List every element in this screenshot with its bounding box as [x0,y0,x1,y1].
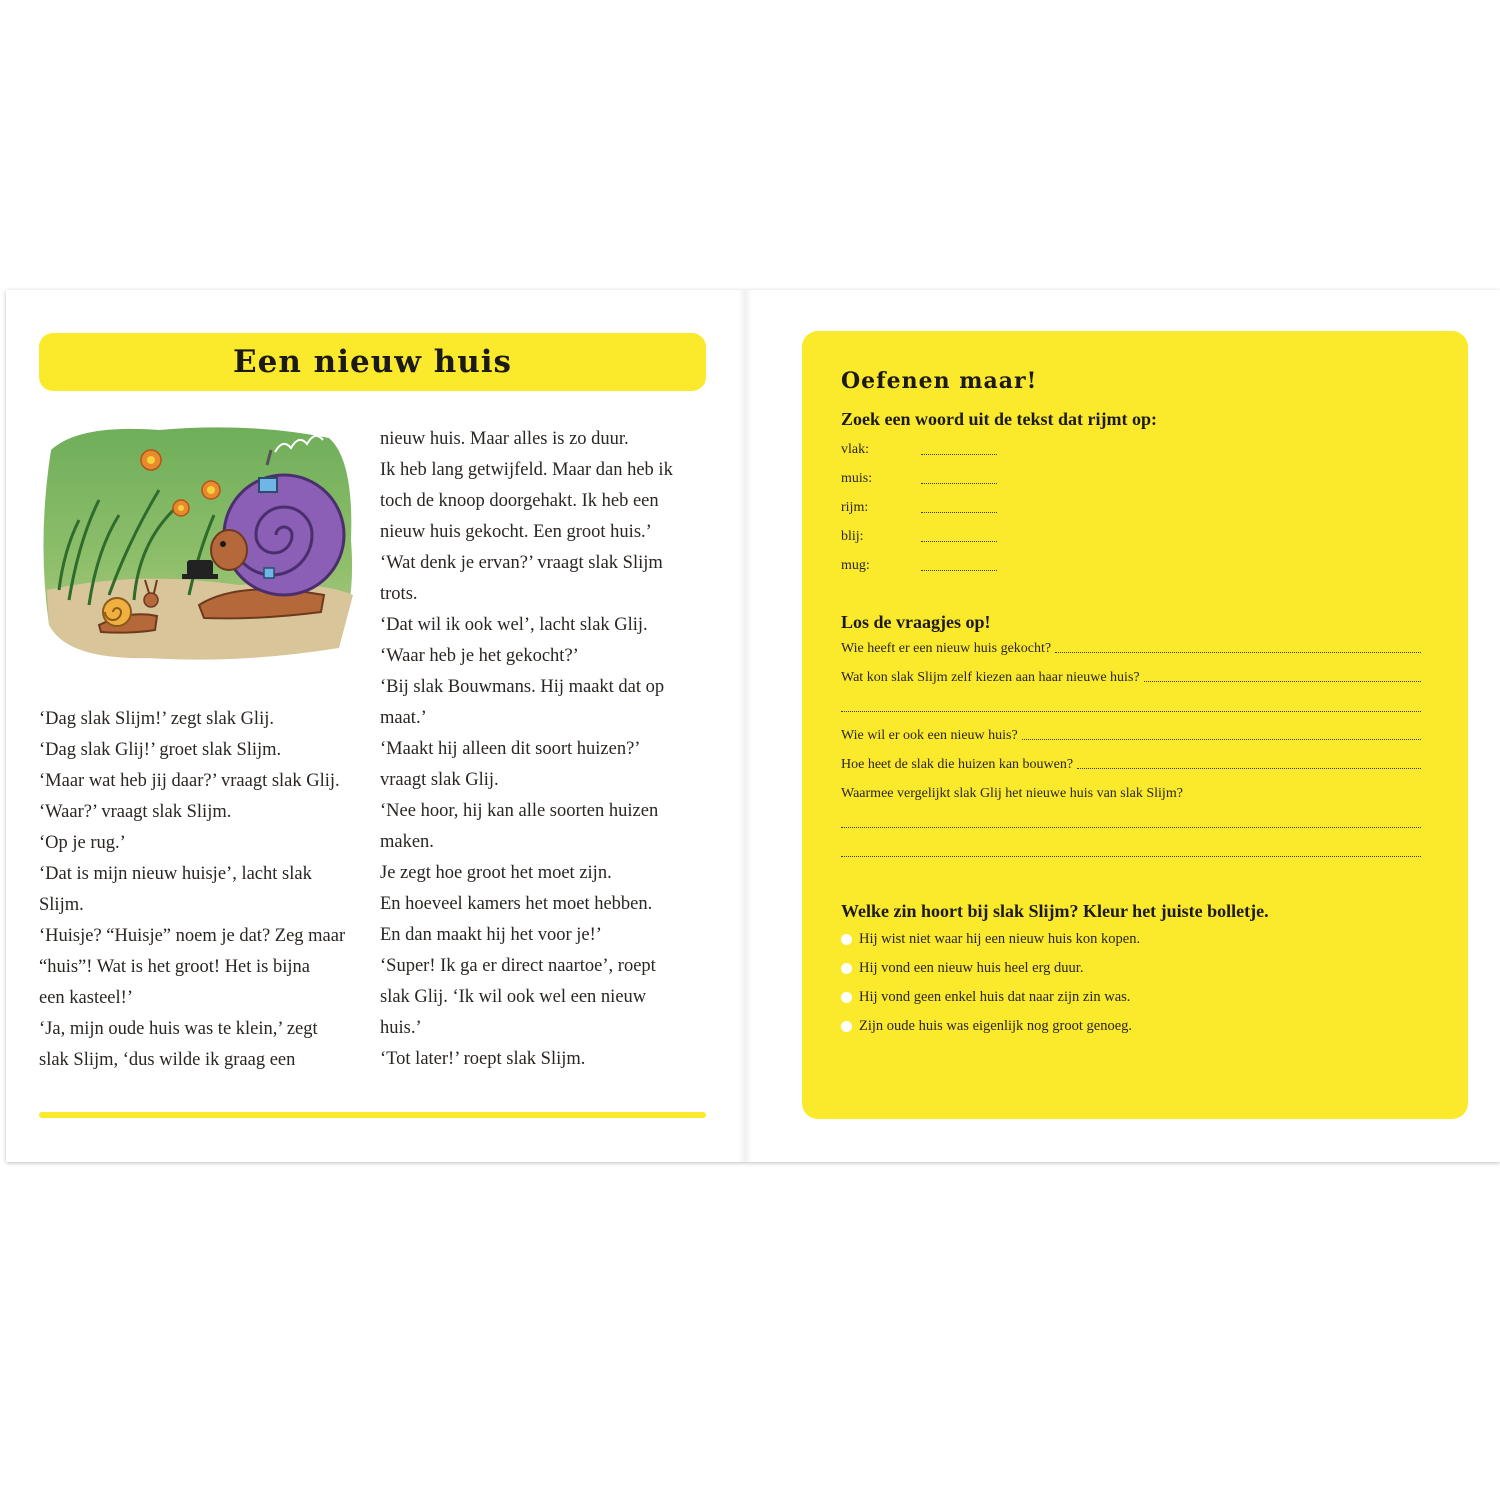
question-text: Wie wil er ook een nieuw huis? [841,728,1018,743]
choice-text: Zijn oude huis was eigenlijk nog groot genoeg. [859,1018,1133,1034]
snail-house-illustration [39,420,357,665]
question-row[interactable] [841,757,1421,773]
choice-option[interactable] [841,960,1083,977]
story-column-2 [380,424,673,1075]
story-line: Slijm. [39,895,84,915]
story-line: ‘Dag slak Glij!’ groet slak Slijm. [39,740,282,760]
radio-circle[interactable] [841,934,852,945]
story-line: Ik heb lang getwijfeld. Maar dan heb ik [380,460,673,480]
rhyme-row [841,442,869,458]
rhyme-heading: Zoek een woord uit de tekst dat rijmt op: [841,409,1157,429]
choice-text: Hij vond een nieuw huis heel erg duur. [859,960,1084,976]
story-line: En hoeveel kamers het moet hebben. [380,894,653,914]
answer-blank[interactable] [1055,651,1421,653]
choice-text: Hij vond geen enkel huis dat naar zijn zin was. [859,989,1131,1005]
story-line: trots. [380,584,418,604]
story-line: maat.’ [380,708,427,728]
story-line: ‘Huisje? “Huisje” noem je dat? Zeg maar [39,926,346,946]
rhyme-word: rijm: [841,500,869,515]
question-row [841,786,1421,802]
question-text: Hoe heet de slak die huizen kan bouwen? [841,757,1074,772]
exercise-panel [802,331,1468,1119]
radio-circle[interactable] [841,992,852,1003]
story-line: ‘Waar?’ vraagt slak Slijm. [39,802,232,822]
rhyme-row [841,529,864,545]
answer-blank[interactable] [921,483,997,484]
story-title-bar [39,333,706,391]
answer-blank[interactable] [921,512,997,513]
answer-blank[interactable] [1022,738,1421,740]
story-line: een kasteel!’ [39,988,133,1008]
story-line: nieuw huis. Maar alles is zo duur. [380,429,629,449]
rhyme-word: mug: [841,558,870,573]
rhyme-row [841,500,868,516]
story-line: nieuw huis gekocht. Een groot huis.’ [380,522,652,542]
story-line: ‘Dat is mijn nieuw huisje’, lacht slak [39,864,312,884]
radio-circle[interactable] [841,963,852,974]
rhyme-row [841,558,870,574]
book-spread [6,290,1500,1162]
story-line: ‘Maakt hij alleen dit soort huizen?’ [380,739,641,759]
story-line: ‘Op je rug.’ [39,833,126,853]
story-line: ‘Dat wil ik ook wel’, lacht slak Glij. [380,615,648,635]
rhyme-row [841,471,872,487]
question-text: Wat kon slak Slijm zelf kiezen aan haar nieuwe huis? [841,670,1140,685]
exercise-title: Oefenen maar! [841,368,1038,394]
question-row[interactable] [841,641,1421,657]
answer-blank[interactable] [1144,680,1421,682]
story-line: En dan maakt hij het voor je!’ [380,925,602,945]
story-title: Een nieuw huis [232,344,513,380]
choice-text: Hij wist niet waar hij een nieuw huis kon kopen. [859,931,1141,947]
story-line: vraagt slak Glij. [380,770,499,790]
story-column-1 [39,704,345,1076]
question-text: Waarmee vergelijkt slak Glij het nieuwe huis van slak Slijm? [841,786,1183,801]
story-line: slak Glij. ‘Ik wil ook wel een nieuw [380,987,647,1007]
story-line: ‘Nee hoor, hij kan alle soorten huizen [380,801,659,821]
rhyme-word: vlak: [841,442,869,457]
story-line: “huis”! Wat is het groot! Het is bijna [39,957,310,977]
page-bottom-rule [39,1112,706,1118]
question-row[interactable] [841,670,1421,686]
answer-blank[interactable] [921,570,997,571]
story-line: huis.’ [380,1018,422,1038]
story-line: maken. [380,832,434,852]
story-line: slak Slijm, ‘dus wilde ik graag een [39,1050,296,1070]
choice-option[interactable] [841,931,1140,948]
radio-circle[interactable] [841,1021,852,1032]
answer-blank[interactable] [841,711,1421,712]
story-line: Je zegt hoe groot het moet zijn. [380,863,612,883]
questions-heading: Los de vraagjes op! [841,612,991,632]
question-text: Wie heeft er een nieuw huis gekocht? [841,641,1052,656]
rhyme-word: muis: [841,471,873,486]
story-line: ‘Waar heb je het gekocht?’ [380,646,579,666]
question-row[interactable] [841,728,1421,744]
choice-option[interactable] [841,1018,1132,1035]
story-line: ‘Bij slak Bouwmans. Hij maakt dat op [380,677,665,697]
answer-blank[interactable] [1077,767,1421,769]
answer-blank[interactable] [921,541,997,542]
answer-blank[interactable] [921,454,997,455]
story-line: ‘Ja, mijn oude huis was te klein,’ zegt [39,1019,318,1039]
choice-heading: Welke zin hoort bij slak Slijm? Kleur het juiste bolletje. [841,901,1269,921]
book-gutter [738,290,752,1162]
answer-blank[interactable] [841,856,1421,857]
answer-blank[interactable] [841,827,1421,828]
story-line: toch de knoop doorgehakt. Ik heb een [380,491,659,511]
story-line: ‘Super! Ik ga er direct naartoe’, roept [380,956,656,976]
story-line: ‘Maar wat heb jij daar?’ vraagt slak Glij. [39,771,340,791]
story-line: ‘Dag slak Slijm!’ zegt slak Glij. [39,709,274,729]
choice-option[interactable] [841,989,1130,1006]
story-line: ‘Tot later!’ roept slak Slijm. [380,1049,586,1069]
story-line: ‘Wat denk je ervan?’ vraagt slak Slijm [380,553,663,573]
rhyme-word: blij: [841,529,864,544]
